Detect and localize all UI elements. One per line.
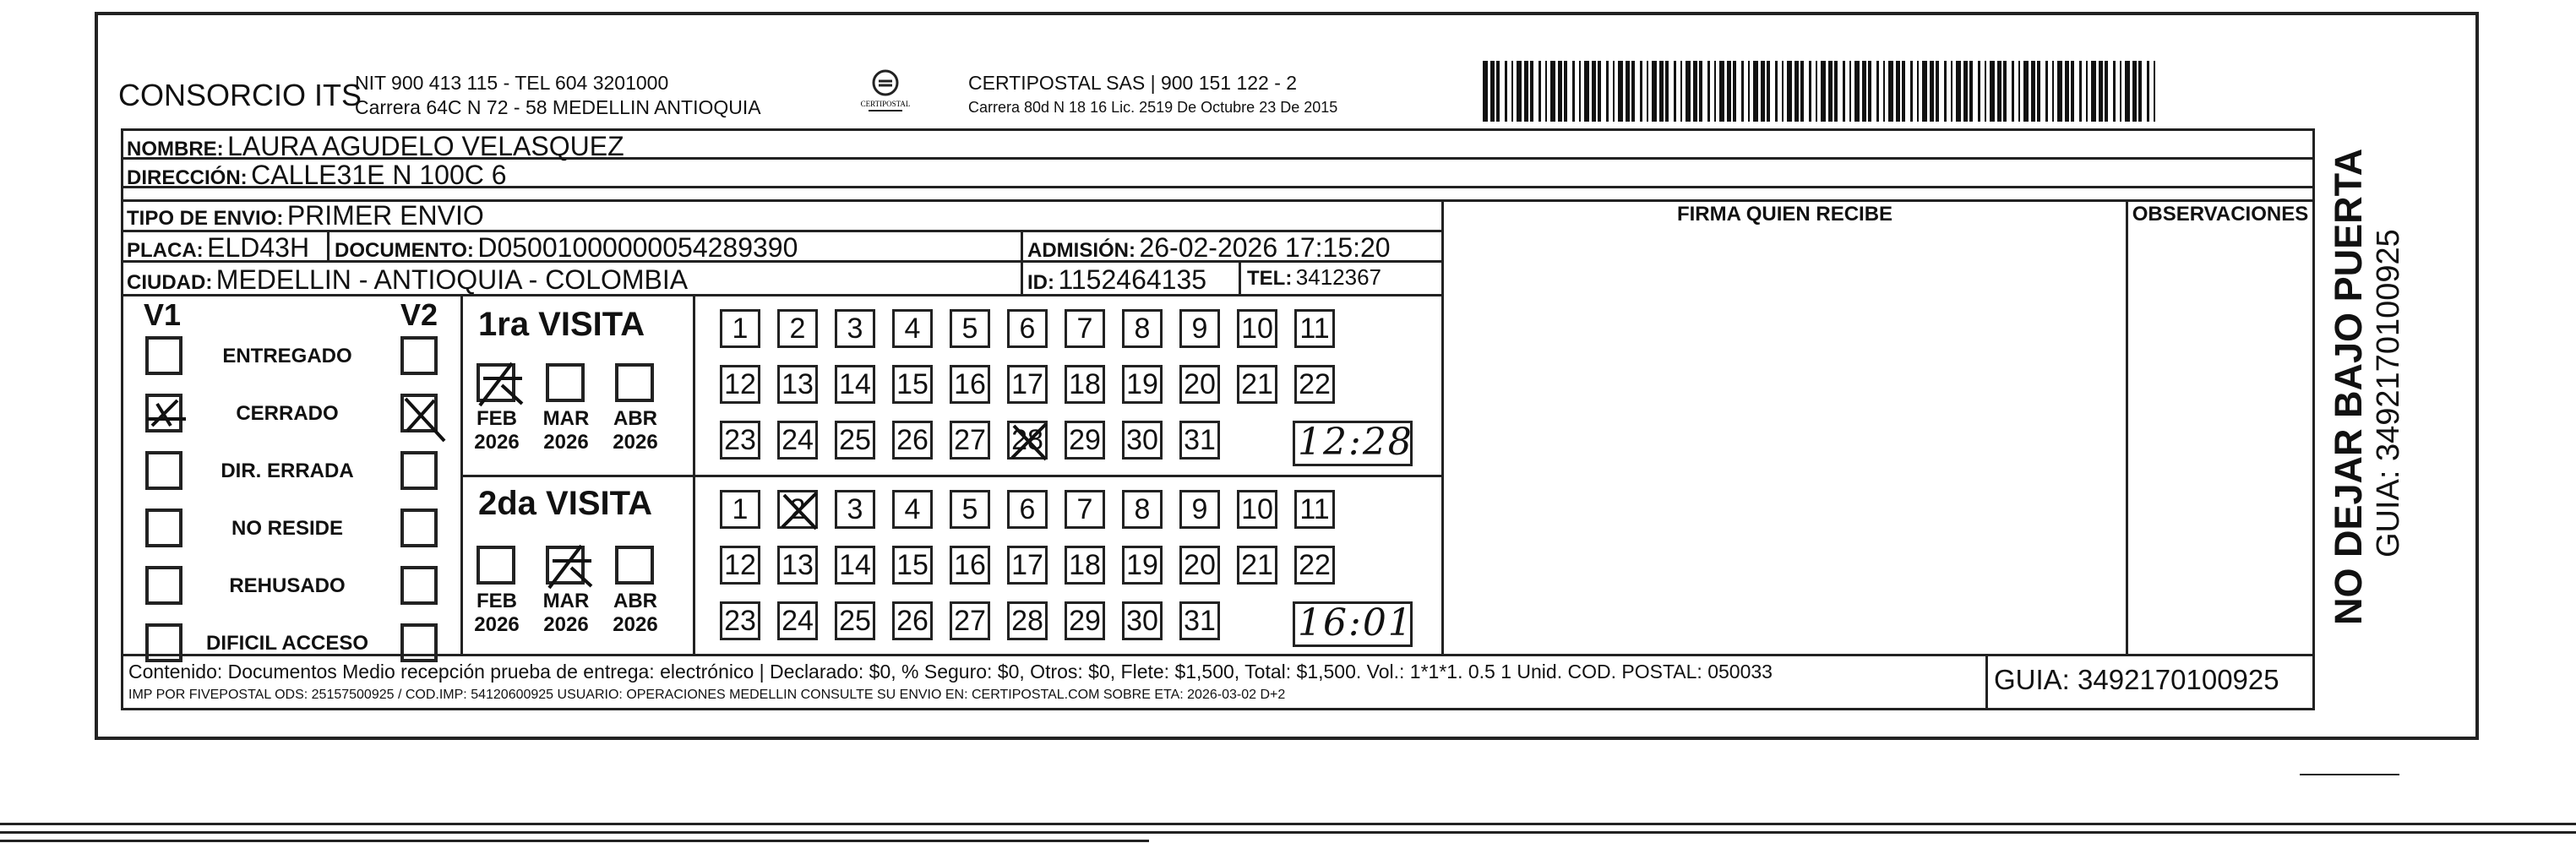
barcode-bar bbox=[1598, 61, 1601, 122]
second-visit-day: 4 bbox=[892, 490, 933, 529]
barcode-bar bbox=[1922, 61, 1927, 122]
barcode-bar bbox=[1828, 61, 1833, 122]
barcode-bar bbox=[1659, 61, 1664, 122]
barcode-bar bbox=[1618, 61, 1623, 122]
status-label: DIR. ERRADA bbox=[221, 460, 354, 482]
barcode-bar bbox=[1782, 61, 1784, 122]
barcode-bar bbox=[1888, 61, 1893, 122]
barcode-bar bbox=[2091, 61, 2096, 122]
barcode-bar bbox=[2138, 61, 2142, 122]
barcode-bar bbox=[1572, 61, 1575, 122]
barcode-bar bbox=[1550, 61, 1555, 122]
barcode-bar bbox=[1741, 61, 1744, 122]
first-visit-month-box bbox=[477, 363, 515, 402]
barcode-bar bbox=[1761, 61, 1765, 122]
barcode-bar bbox=[1665, 61, 1669, 122]
barcode-bar bbox=[1767, 61, 1770, 122]
second-visit-day: 28 bbox=[1007, 601, 1048, 640]
second-visit-month-box bbox=[477, 546, 515, 585]
second-visit-day: 30 bbox=[1122, 601, 1163, 640]
second-visit-day: 31 bbox=[1179, 601, 1220, 640]
second-visit-day: 25 bbox=[835, 601, 875, 640]
direccion-value: CALLE31E N 100C 6 bbox=[251, 160, 507, 190]
first-visit-day: 21 bbox=[1237, 365, 1277, 404]
barcode-bar bbox=[2045, 61, 2048, 122]
barcode-bar bbox=[2113, 61, 2116, 122]
company-info bbox=[355, 71, 761, 120]
tel-label: TEL: bbox=[1247, 267, 1293, 290]
second-visit-day: 21 bbox=[1237, 546, 1277, 585]
side-warning: NO DEJAR BAJO PUERTA bbox=[2327, 148, 2370, 625]
second-visit-title: 2da VISITA bbox=[478, 485, 652, 522]
barcode-bar bbox=[1883, 61, 1885, 122]
barcode-bar bbox=[1714, 61, 1716, 122]
barcode-bar bbox=[1505, 61, 1507, 122]
barcode-bar bbox=[2052, 61, 2054, 122]
barcode-bar bbox=[2023, 61, 2029, 122]
footer-print-line: IMP POR FIVEPOSTAL ODS: 25157500925 / COD.IMP: 54120600925 USUARIO: OPERACIONES MEDELLIN CONSULTE SU ENVIO EN: CERTIPOSTAL.COM SOBRE ETA: 2026-03-02 D+2 bbox=[128, 688, 1286, 702]
barcode-bar bbox=[1951, 61, 1952, 122]
v2-checkbox bbox=[400, 394, 438, 432]
barcode-bar bbox=[1997, 61, 2001, 122]
first-visit-month-box bbox=[546, 363, 585, 402]
barcode-bar bbox=[1606, 61, 1609, 122]
v1-checkbox bbox=[145, 509, 182, 547]
second-visit-day: 23 bbox=[720, 601, 760, 640]
v1-checkbox bbox=[145, 394, 182, 432]
second-visit-month-label: MAR bbox=[542, 590, 590, 612]
second-visit-month-box bbox=[615, 546, 654, 585]
barcode-bar bbox=[1631, 61, 1635, 122]
second-visit-day: 12 bbox=[720, 546, 760, 585]
barcode-bar bbox=[1496, 61, 1500, 122]
barcode-bar bbox=[1652, 61, 1657, 122]
barcode-bar bbox=[2079, 61, 2082, 122]
barcode-bar bbox=[1876, 61, 1879, 122]
first-visit-day: 18 bbox=[1065, 365, 1105, 404]
first-visit-day: 25 bbox=[835, 421, 875, 460]
barcode-bar bbox=[1821, 61, 1826, 122]
barcode-bar bbox=[1490, 61, 1495, 122]
barcode-bar bbox=[1545, 61, 1547, 122]
barcode-bar bbox=[2154, 61, 2155, 122]
barcode-bar bbox=[1800, 61, 1804, 122]
barcode-bar bbox=[2003, 61, 2007, 122]
first-visit-month-year: 2026 bbox=[474, 431, 520, 454]
first-visit-day: 19 bbox=[1122, 365, 1163, 404]
first-visit-day: 13 bbox=[777, 365, 818, 404]
first-visit-day: 17 bbox=[1007, 365, 1048, 404]
v2-checkbox bbox=[400, 451, 438, 490]
barcode bbox=[1483, 61, 2159, 122]
second-visit-time-handwritten: 16:01 bbox=[1298, 601, 1413, 644]
barcode-bar bbox=[1613, 61, 1615, 122]
barcode-bar bbox=[1530, 61, 1533, 122]
second-visit-month-box bbox=[546, 546, 585, 585]
second-visit-day: 10 bbox=[1237, 490, 1277, 529]
v2-header: V2 bbox=[400, 297, 438, 332]
barcode-bar bbox=[1727, 61, 1731, 122]
barcode-bar bbox=[1843, 61, 1845, 122]
firma-header: FIRMA QUIEN RECIBE bbox=[1676, 203, 1893, 226]
barcode-bar bbox=[1809, 61, 1811, 122]
second-visit-day: 5 bbox=[950, 490, 990, 529]
barcode-bar bbox=[1539, 61, 1541, 122]
company-address: Carrera 64C N 72 - 58 MEDELLIN ANTIOQUIA bbox=[355, 96, 761, 118]
barcode-bar bbox=[1969, 61, 1973, 122]
barcode-bar bbox=[1719, 61, 1724, 122]
barcode-bar bbox=[2125, 61, 2130, 122]
barcode-bar bbox=[1558, 61, 1562, 122]
v2-checkbox bbox=[400, 509, 438, 547]
barcode-bar bbox=[2147, 61, 2149, 122]
second-visit-day: 7 bbox=[1065, 490, 1105, 529]
nombre-value: LAURA AGUDELO VELASQUEZ bbox=[227, 131, 624, 161]
barcode-bar bbox=[1524, 61, 1528, 122]
admision-row bbox=[1027, 232, 1391, 264]
tipo-envio-label: TIPO DE ENVIO: bbox=[127, 207, 284, 230]
tel-row bbox=[1247, 264, 1381, 291]
v1-checkbox bbox=[145, 336, 182, 375]
first-visit-day: 15 bbox=[892, 365, 933, 404]
barcode-bar bbox=[1849, 61, 1851, 122]
nit-line: NIT 900 413 115 - TEL 604 3201000 bbox=[355, 72, 669, 94]
barcode-bar bbox=[2065, 61, 2069, 122]
documento-label: DOCUMENTO: bbox=[335, 239, 474, 262]
first-visit-day: 3 bbox=[835, 309, 875, 348]
barcode-bar bbox=[1936, 61, 1939, 122]
second-visit-day: 3 bbox=[835, 490, 875, 529]
first-visit-month-label: FEB bbox=[477, 407, 517, 430]
observaciones-header: OBSERVACIONES bbox=[2132, 203, 2309, 226]
first-visit-day: 20 bbox=[1179, 365, 1220, 404]
barcode-bar bbox=[1816, 61, 1817, 122]
first-visit-month-year: 2026 bbox=[613, 431, 658, 454]
barcode-bar bbox=[2012, 61, 2014, 122]
second-visit-day: 1 bbox=[720, 490, 760, 529]
barcode-bar bbox=[1733, 61, 1736, 122]
barcode-bar bbox=[1674, 61, 1676, 122]
first-visit-day: 12 bbox=[720, 365, 760, 404]
first-visit-day: 14 bbox=[835, 365, 875, 404]
first-visit-day: 22 bbox=[1294, 365, 1335, 404]
barcode-bar bbox=[1930, 61, 1934, 122]
barcode-bar bbox=[1748, 61, 1750, 122]
barcode-bar bbox=[1834, 61, 1838, 122]
ciudad-label: CIUDAD: bbox=[127, 271, 213, 294]
status-label: CERRADO bbox=[236, 402, 339, 425]
first-visit-day: 24 bbox=[777, 421, 818, 460]
footer-content-line: Contenido: Documentos Medio recepción prueba de entrega: electrónico | Declarado: $0, % Seguro: $0, Otros: $0, Flete: $1,500, Total: $1,500. Vol.: 1*1*1. 0.5 1 Unid. COD. POSTAL: 050033 bbox=[128, 661, 1773, 683]
second-visit-day: 11 bbox=[1294, 490, 1335, 529]
second-visit-day: 19 bbox=[1122, 546, 1163, 585]
first-visit-day: 16 bbox=[950, 365, 990, 404]
second-visit-day: 22 bbox=[1294, 546, 1335, 585]
nombre-row bbox=[127, 131, 624, 162]
second-visit-day: 18 bbox=[1065, 546, 1105, 585]
barcode-bar bbox=[2037, 61, 2040, 122]
barcode-bar bbox=[1640, 61, 1642, 122]
barcode-bar bbox=[2099, 61, 2103, 122]
v1-header: V1 bbox=[144, 297, 182, 332]
second-visit-month-label: ABR bbox=[613, 590, 657, 612]
tipo-envio-value: PRIMER ENVIO bbox=[286, 200, 484, 231]
barcode-bar bbox=[1910, 61, 1913, 122]
first-visit-day: 27 bbox=[950, 421, 990, 460]
second-visit-day: 14 bbox=[835, 546, 875, 585]
v2-checkbox bbox=[400, 623, 438, 662]
tel-value: 3412367 bbox=[1295, 264, 1382, 290]
first-visit-time-handwritten: 12:28 bbox=[1298, 421, 1413, 464]
barcode-bar bbox=[1579, 61, 1581, 122]
first-visit-day: 2 bbox=[777, 309, 818, 348]
id-label: ID: bbox=[1027, 271, 1054, 294]
status-label: ENTREGADO bbox=[222, 345, 352, 367]
second-visit-day: 29 bbox=[1065, 601, 1105, 640]
barcode-bar bbox=[1699, 61, 1702, 122]
second-visit-day: 27 bbox=[950, 601, 990, 640]
footer-guia: GUIA: 3492170100925 bbox=[1994, 664, 2279, 695]
barcode-bar bbox=[1680, 61, 1682, 122]
barcode-bar bbox=[1511, 61, 1513, 122]
barcode-bar bbox=[1854, 61, 1860, 122]
second-visit-day: 13 bbox=[777, 546, 818, 585]
barcode-bar bbox=[1564, 61, 1567, 122]
second-visit-month-label: FEB bbox=[477, 590, 517, 612]
status-label: NO RESIDE bbox=[231, 517, 344, 540]
barcode-bar bbox=[2105, 61, 2108, 122]
barcode-bar bbox=[1917, 61, 1919, 122]
admision-label: ADMISIÓN: bbox=[1027, 239, 1136, 262]
first-visit-title: 1ra VISITA bbox=[478, 306, 645, 343]
second-visit-month-year: 2026 bbox=[474, 613, 520, 636]
barcode-bar bbox=[1647, 61, 1648, 122]
barcode-bar bbox=[1862, 61, 1866, 122]
barcode-bar bbox=[1592, 61, 1596, 122]
second-visit-day: 17 bbox=[1007, 546, 1048, 585]
barcode-bar bbox=[2057, 61, 2062, 122]
first-visit-day: 29 bbox=[1065, 421, 1105, 460]
barcode-bar bbox=[1944, 61, 1947, 122]
barcode-bar bbox=[1686, 61, 1691, 122]
ciudad-row bbox=[127, 264, 688, 296]
first-visit-day: 9 bbox=[1179, 309, 1220, 348]
barcode-bar bbox=[1707, 61, 1710, 122]
first-visit-day: 5 bbox=[950, 309, 990, 348]
first-visit-month-label: ABR bbox=[613, 407, 657, 430]
svg-text:CERTIPOSTAL: CERTIPOSTAL bbox=[860, 100, 911, 108]
barcode-bar bbox=[1787, 61, 1792, 122]
documento-value: D05001000000054289390 bbox=[477, 232, 798, 263]
carrier-info bbox=[968, 71, 1337, 120]
placa-label: PLACA: bbox=[127, 239, 204, 262]
first-visit-month-label: MAR bbox=[542, 407, 590, 430]
second-visit-day: 2 bbox=[777, 490, 818, 529]
side-guia: GUIA: 3492170100925 bbox=[2371, 229, 2406, 557]
barcode-bar bbox=[2120, 61, 2121, 122]
v2-checkbox bbox=[400, 336, 438, 375]
barcode-bar bbox=[1956, 61, 1961, 122]
v1-checkbox bbox=[145, 451, 182, 490]
first-visit-day: 31 bbox=[1179, 421, 1220, 460]
first-visit-day: 23 bbox=[720, 421, 760, 460]
barcode-bar bbox=[1584, 61, 1589, 122]
documento-row bbox=[335, 232, 798, 264]
barcode-bar bbox=[2086, 61, 2088, 122]
first-visit-day: 1 bbox=[720, 309, 760, 348]
v2-checkbox bbox=[400, 566, 438, 605]
id-value: 1152464135 bbox=[1058, 264, 1207, 295]
certipostal-logo bbox=[860, 68, 911, 115]
second-visit-day: 26 bbox=[892, 601, 933, 640]
second-visit-day: 16 bbox=[950, 546, 990, 585]
carrier-address: Carrera 80d N 18 16 Lic. 2519 De Octubre 23 De 2015 bbox=[968, 99, 1338, 116]
first-visit-month-year: 2026 bbox=[543, 431, 589, 454]
barcode-bar bbox=[2031, 61, 2035, 122]
first-visit-month-box bbox=[615, 363, 654, 402]
direccion-row bbox=[127, 160, 507, 191]
company-name: CONSORCIO ITS bbox=[118, 78, 362, 112]
barcode-bar bbox=[1868, 61, 1871, 122]
status-label: REHUSADO bbox=[229, 574, 346, 597]
id-row bbox=[1027, 264, 1206, 296]
first-visit-day: 8 bbox=[1122, 309, 1163, 348]
status-label: DIFICIL ACCESO bbox=[205, 632, 368, 655]
barcode-bar bbox=[2018, 61, 2020, 122]
placa-value: ELD43H bbox=[207, 232, 310, 263]
v1-checkbox bbox=[145, 566, 182, 605]
barcode-bar bbox=[1985, 61, 1986, 122]
barcode-bar bbox=[1978, 61, 1980, 122]
second-visit-month-year: 2026 bbox=[543, 613, 589, 636]
second-visit-day: 9 bbox=[1179, 490, 1220, 529]
second-visit-day: 8 bbox=[1122, 490, 1163, 529]
second-visit-day: 15 bbox=[892, 546, 933, 585]
ciudad-value: MEDELLIN - ANTIOQUIA - COLOMBIA bbox=[215, 264, 689, 295]
barcode-bar bbox=[1483, 61, 1488, 122]
carrier-line: CERTIPOSTAL SAS | 900 151 122 - 2 bbox=[968, 72, 1298, 94]
second-visit-month-year: 2026 bbox=[613, 613, 658, 636]
barcode-bar bbox=[1775, 61, 1778, 122]
second-visit-day: 24 bbox=[777, 601, 818, 640]
barcode-bar bbox=[1794, 61, 1799, 122]
barcode-bar bbox=[1693, 61, 1697, 122]
barcode-bar bbox=[1902, 61, 1905, 122]
first-visit-day: 30 bbox=[1122, 421, 1163, 460]
barcode-bar bbox=[1626, 61, 1630, 122]
barcode-bar bbox=[1963, 61, 1968, 122]
barcode-bar bbox=[1990, 61, 1995, 122]
nombre-label: NOMBRE: bbox=[127, 138, 224, 160]
barcode-bar bbox=[2132, 61, 2137, 122]
direccion-label: DIRECCIÓN: bbox=[127, 166, 248, 189]
placa-row bbox=[127, 232, 309, 264]
first-visit-day: 26 bbox=[892, 421, 933, 460]
admision-value: 26-02-2026 17:15:20 bbox=[1139, 232, 1391, 263]
barcode-bar bbox=[2071, 61, 2074, 122]
first-visit-day: 7 bbox=[1065, 309, 1105, 348]
barcode-bar bbox=[1517, 61, 1522, 122]
tipo-envio-row bbox=[127, 200, 484, 231]
first-visit-day: 11 bbox=[1294, 309, 1335, 348]
barcode-bar bbox=[1753, 61, 1758, 122]
first-visit-day: 6 bbox=[1007, 309, 1048, 348]
first-visit-day: 4 bbox=[892, 309, 933, 348]
v1-checkbox bbox=[145, 623, 182, 662]
barcode-bar bbox=[1896, 61, 1900, 122]
first-visit-day: 10 bbox=[1237, 309, 1277, 348]
second-visit-day: 20 bbox=[1179, 546, 1220, 585]
first-visit-day: 28 bbox=[1007, 421, 1048, 460]
second-visit-day: 6 bbox=[1007, 490, 1048, 529]
